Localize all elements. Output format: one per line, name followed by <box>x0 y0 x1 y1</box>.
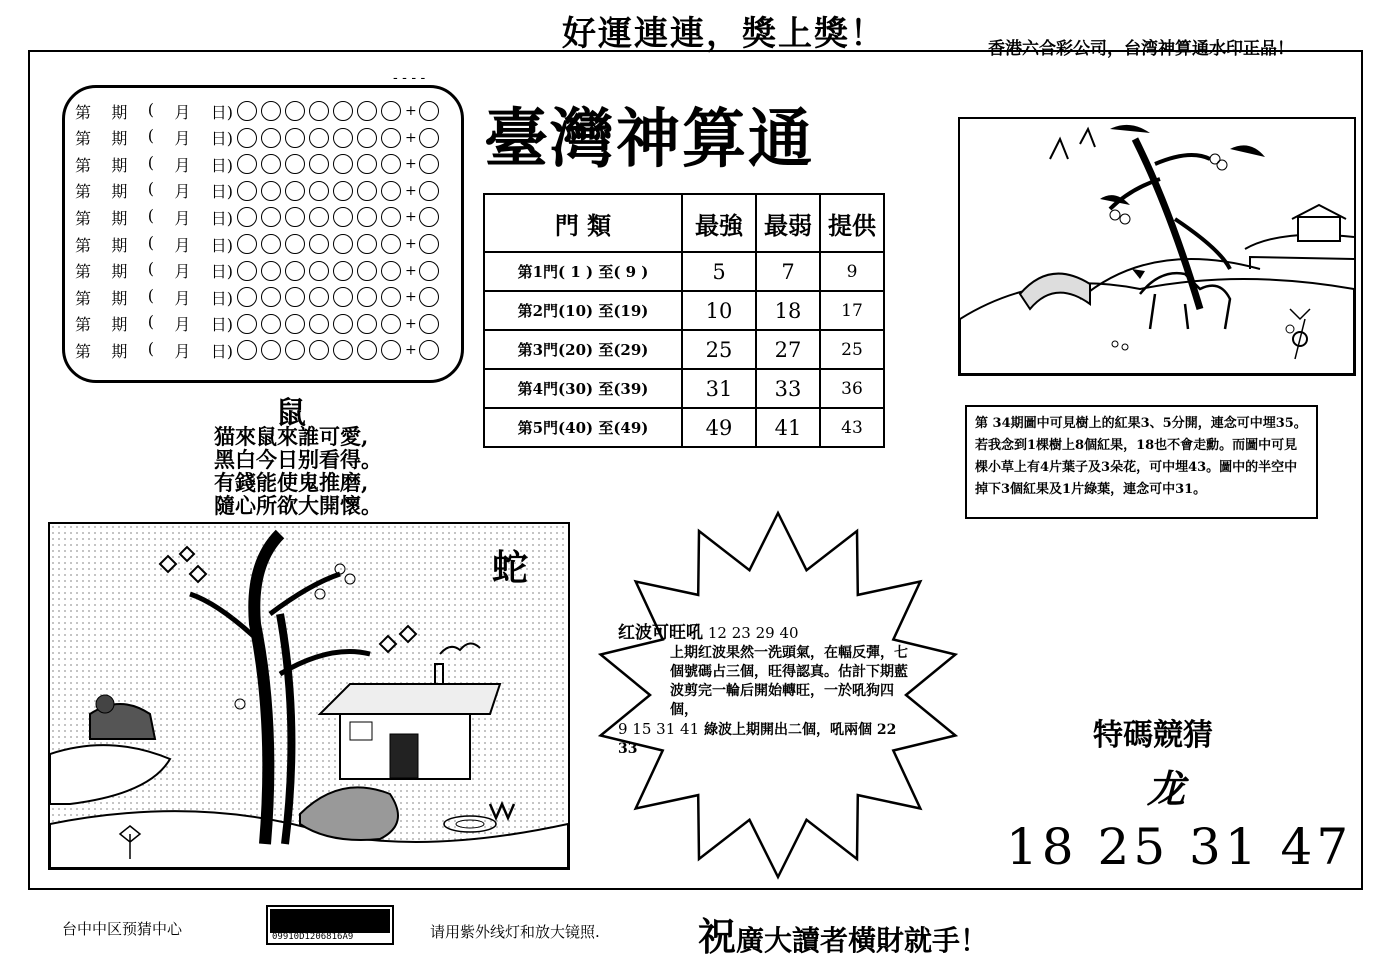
record-label-part: 第 <box>75 288 92 308</box>
poem-line: 黑白今日别看得。 <box>214 447 382 472</box>
record-label-part: ( <box>147 312 154 332</box>
record-row <box>75 258 443 284</box>
ball-circle <box>357 207 377 227</box>
ball-circle <box>285 181 305 201</box>
ball-circle <box>357 314 377 334</box>
footer-instruction: 请用紫外线灯和放大镜照. <box>430 923 600 941</box>
category-cell: 第4門(30) 至(39) <box>484 369 682 408</box>
record-label-part: 期 <box>111 129 128 149</box>
table-row <box>484 330 884 369</box>
special-ball-circle <box>419 181 439 201</box>
ball-circle <box>261 340 281 360</box>
record-label-part: 月 <box>174 129 191 149</box>
ball-circle <box>285 261 305 281</box>
ball-circle <box>285 340 305 360</box>
ball-circle <box>261 101 281 121</box>
category-cell: 第2門(10) 至(19) <box>484 291 682 330</box>
category-cell: 第1門( 1 ) 至( 9 ) <box>484 252 682 291</box>
record-label-part: 第 <box>75 235 92 255</box>
picture-clue-text: 第 34期圖中可見樹上的紅果3、5分開，連念可中埋35。若我念到1棵樹上8個紅果，18也不會走勳。而圖中可見棵小草上有4片葉子及3朵花，可中埋43。圖中的半空中掉下3個紅果及1片綠葉，連念可中31。 <box>965 405 1318 519</box>
ball-circle <box>261 261 281 281</box>
ball-circle <box>261 314 281 334</box>
record-row-label <box>75 339 237 362</box>
ball-circle <box>285 154 305 174</box>
category-cell: 第3門(20) 至(29) <box>484 330 682 369</box>
ball-circle <box>309 234 329 254</box>
poem-line: 猫來鼠來誰可愛, <box>214 424 369 449</box>
record-label-part: 日) <box>210 208 233 228</box>
ball-circle <box>381 314 401 334</box>
weakest-cell: 41 <box>756 408 820 447</box>
ball-circle <box>333 287 353 307</box>
record-label-part: 月 <box>174 341 191 361</box>
ball-circle <box>309 340 329 360</box>
number-category-table <box>483 193 885 448</box>
special-ball-circle <box>419 154 439 174</box>
header-provide: 提供 <box>820 194 884 252</box>
footer-center-name: 台中中区预猜中心 <box>62 920 183 938</box>
record-label-part: 日) <box>210 262 233 282</box>
header-company: 香港六合彩公司，台湾神算通水印正品！ <box>988 39 1294 59</box>
ball-circle <box>261 128 281 148</box>
weakest-cell: 33 <box>756 369 820 408</box>
record-label-part: ( <box>147 285 154 305</box>
record-row <box>75 311 443 337</box>
ball-circle <box>333 234 353 254</box>
record-label-part: 期 <box>111 155 128 175</box>
special-guess-numbers: 18 25 31 47 <box>1006 818 1353 876</box>
ball-circle <box>285 128 305 148</box>
record-row-label <box>75 179 237 202</box>
decorative-dashes: - - - - <box>393 70 426 86</box>
blessing-text: 廣大讀者橫財就手！ <box>736 924 989 957</box>
provide-cell: 36 <box>820 369 884 408</box>
ball-circle <box>381 101 401 121</box>
ball-circle <box>381 340 401 360</box>
record-label-part: 第 <box>75 129 92 149</box>
serial-number: 09910D1206816A9 <box>272 932 354 942</box>
illustration-dog-tree <box>958 117 1356 376</box>
record-label-part: 第 <box>75 155 92 175</box>
serial-box <box>266 905 394 945</box>
plus-sign: + <box>405 315 417 332</box>
plus-sign: + <box>405 182 417 199</box>
record-row-label <box>75 312 237 335</box>
record-label-part: 第 <box>75 262 92 282</box>
record-row <box>75 231 443 257</box>
blessing-char: 祝 <box>698 914 737 959</box>
record-label-part: 期 <box>111 262 128 282</box>
ball-circle <box>285 287 305 307</box>
plus-sign: + <box>405 103 417 119</box>
record-label-part: 期 <box>111 288 128 308</box>
record-label-part: ( <box>147 259 154 279</box>
special-ball-circle <box>419 287 439 307</box>
record-row <box>75 98 443 124</box>
special-ball-circle <box>419 234 439 254</box>
footer-blessing <box>698 906 988 961</box>
plus-sign: + <box>405 209 417 226</box>
star-tail-text: 綠波上期開出二個，吼兩個 22 33 <box>618 722 897 757</box>
ball-circle <box>333 340 353 360</box>
record-label-part: 第 <box>75 182 92 202</box>
record-label-part: 日) <box>210 102 233 122</box>
ball-circle <box>333 181 353 201</box>
record-label-part: 第 <box>75 341 92 361</box>
record-label-part: 期 <box>111 182 128 202</box>
record-label-part: ( <box>147 338 154 358</box>
ball-circle <box>261 181 281 201</box>
record-label-part: 日) <box>210 341 233 361</box>
strongest-cell: 25 <box>682 330 756 369</box>
record-label-part: 月 <box>174 288 191 308</box>
page-title: 臺灣神算通 <box>484 102 814 177</box>
picture-zodiac-label: 蛇 <box>492 547 529 589</box>
ball-circle <box>357 101 377 121</box>
record-label-part: 日) <box>210 182 233 202</box>
ball-circle <box>381 234 401 254</box>
record-row <box>75 151 443 177</box>
special-ball-circle <box>419 207 439 227</box>
ball-circle <box>357 181 377 201</box>
strongest-cell: 49 <box>682 408 756 447</box>
ball-circle <box>381 154 401 174</box>
ball-circle <box>381 128 401 148</box>
record-row <box>75 284 443 310</box>
tree-house-drawing <box>50 524 568 868</box>
ball-circle <box>285 314 305 334</box>
star-body: 上期红波果然一洗頭氣，在輻反彈，七個號碼占三個，旺得認真。估計下期藍波剪完一輪后開始轉旺，一於吼狗四個， <box>670 645 908 718</box>
plus-sign: + <box>405 236 417 252</box>
weakest-cell: 27 <box>756 330 820 369</box>
ball-circle <box>237 261 257 281</box>
ball-circle <box>357 128 377 148</box>
provide-cell: 9 <box>820 252 884 291</box>
record-label-part: 期 <box>111 208 128 228</box>
ball-circle <box>357 154 377 174</box>
ball-circle <box>357 234 377 254</box>
record-row <box>75 204 443 230</box>
strongest-cell: 10 <box>682 291 756 330</box>
ball-circle <box>357 287 377 307</box>
plus-sign: + <box>405 156 417 173</box>
table-row <box>484 252 884 291</box>
record-label-part: ( <box>147 99 154 119</box>
record-row-label <box>75 153 237 176</box>
category-cell: 第5門(40) 至(49) <box>484 408 682 447</box>
ball-circle <box>381 181 401 201</box>
ball-circle <box>333 128 353 148</box>
ball-circle <box>237 128 257 148</box>
ball-circle <box>261 234 281 254</box>
record-label-part: 月 <box>174 315 191 335</box>
ball-circle <box>381 261 401 281</box>
redacted-block <box>270 909 390 933</box>
ball-circle <box>333 207 353 227</box>
ball-circle <box>261 154 281 174</box>
ball-circle <box>237 207 257 227</box>
record-label-part: ( <box>147 126 154 146</box>
special-ball-circle <box>419 101 439 121</box>
strongest-cell: 31 <box>682 369 756 408</box>
ball-circle <box>309 261 329 281</box>
ball-circle <box>333 101 353 121</box>
ball-circle <box>381 207 401 227</box>
record-label-part: 月 <box>174 235 191 255</box>
plus-sign: + <box>405 342 417 359</box>
record-label-part: 第 <box>75 102 92 122</box>
record-label-part: 第 <box>75 315 92 335</box>
ball-circle <box>357 340 377 360</box>
ball-circle <box>237 340 257 360</box>
ball-circle <box>237 314 257 334</box>
record-label-part: ( <box>147 232 154 252</box>
ball-circle <box>237 154 257 174</box>
ball-circle <box>309 101 329 121</box>
record-label-part: ( <box>147 179 154 199</box>
header-weakest: 最弱 <box>756 194 820 252</box>
dog-tree-drawing <box>960 119 1354 374</box>
record-row <box>75 178 443 204</box>
record-label-part: 日) <box>210 155 233 175</box>
record-row-label <box>75 259 237 282</box>
weakest-cell: 18 <box>756 291 820 330</box>
table-row <box>484 408 884 447</box>
record-row-label <box>75 286 237 309</box>
ball-circle <box>309 128 329 148</box>
ball-circle <box>237 234 257 254</box>
record-row-label <box>75 206 237 229</box>
record-row-label <box>75 126 237 149</box>
record-label-part: 月 <box>174 182 191 202</box>
record-label-part: 期 <box>111 235 128 255</box>
record-label-part: 月 <box>174 208 191 228</box>
record-label-part: 期 <box>111 102 128 122</box>
ball-circle <box>333 314 353 334</box>
starburst-text <box>618 624 918 759</box>
record-row <box>75 337 443 363</box>
record-label-part: 期 <box>111 315 128 335</box>
table-row <box>484 291 884 330</box>
record-label-part: 月 <box>174 155 191 175</box>
header-strongest: 最強 <box>682 194 756 252</box>
ball-circle <box>285 101 305 121</box>
plus-sign: + <box>405 289 417 306</box>
poem-line: 隨心所欲大開懷。 <box>214 493 382 518</box>
ball-circle <box>381 287 401 307</box>
table-row <box>484 369 884 408</box>
header-slogan: 好運連連，獎上獎！ <box>562 14 886 54</box>
special-guess-zodiac: 龙 <box>1147 766 1186 811</box>
ball-circle <box>237 287 257 307</box>
ball-circle <box>309 207 329 227</box>
record-row <box>75 125 443 151</box>
star-tail-numbers: 9 15 31 41 <box>618 720 700 738</box>
special-ball-circle <box>419 340 439 360</box>
star-heading: 红波可旺吼 <box>618 623 703 643</box>
ball-circle <box>237 181 257 201</box>
record-label-part: 月 <box>174 102 191 122</box>
special-ball-circle <box>419 128 439 148</box>
ball-circle <box>309 181 329 201</box>
record-label-part: 日) <box>210 315 233 335</box>
record-label-part: 日) <box>210 288 233 308</box>
ball-circle <box>333 154 353 174</box>
special-guess-title: 特碼競猜 <box>1093 718 1213 753</box>
ball-circle <box>285 207 305 227</box>
ball-circle <box>309 287 329 307</box>
ball-circle <box>357 261 377 281</box>
record-label-part: ( <box>147 152 154 172</box>
ball-circle <box>237 101 257 121</box>
record-label-part: 第 <box>75 208 92 228</box>
header-category: 門 類 <box>484 194 682 252</box>
record-row-label <box>75 100 237 123</box>
special-ball-circle <box>419 314 439 334</box>
draw-record-box <box>62 85 464 383</box>
record-label-part: 月 <box>174 262 191 282</box>
ball-circle <box>333 261 353 281</box>
record-label-part: 日) <box>210 129 233 149</box>
record-row-label <box>75 233 237 256</box>
plus-sign: + <box>405 129 417 146</box>
special-ball-circle <box>419 261 439 281</box>
record-label-part: ( <box>147 205 154 225</box>
ball-circle <box>309 154 329 174</box>
record-label-part: 期 <box>111 341 128 361</box>
poem-title: 鼠 <box>276 396 306 431</box>
weakest-cell: 7 <box>756 252 820 291</box>
ball-circle <box>309 314 329 334</box>
provide-cell: 43 <box>820 408 884 447</box>
strongest-cell: 5 <box>682 252 756 291</box>
plus-sign: + <box>405 262 417 279</box>
provide-cell: 25 <box>820 330 884 369</box>
ball-circle <box>261 207 281 227</box>
provide-cell: 17 <box>820 291 884 330</box>
poem <box>214 425 382 517</box>
ball-circle <box>261 287 281 307</box>
poem-line: 有錢能使鬼推磨, <box>214 470 369 495</box>
ball-circle <box>285 234 305 254</box>
star-heading-numbers: 12 23 29 40 <box>707 624 799 642</box>
record-label-part: 日) <box>210 235 233 255</box>
